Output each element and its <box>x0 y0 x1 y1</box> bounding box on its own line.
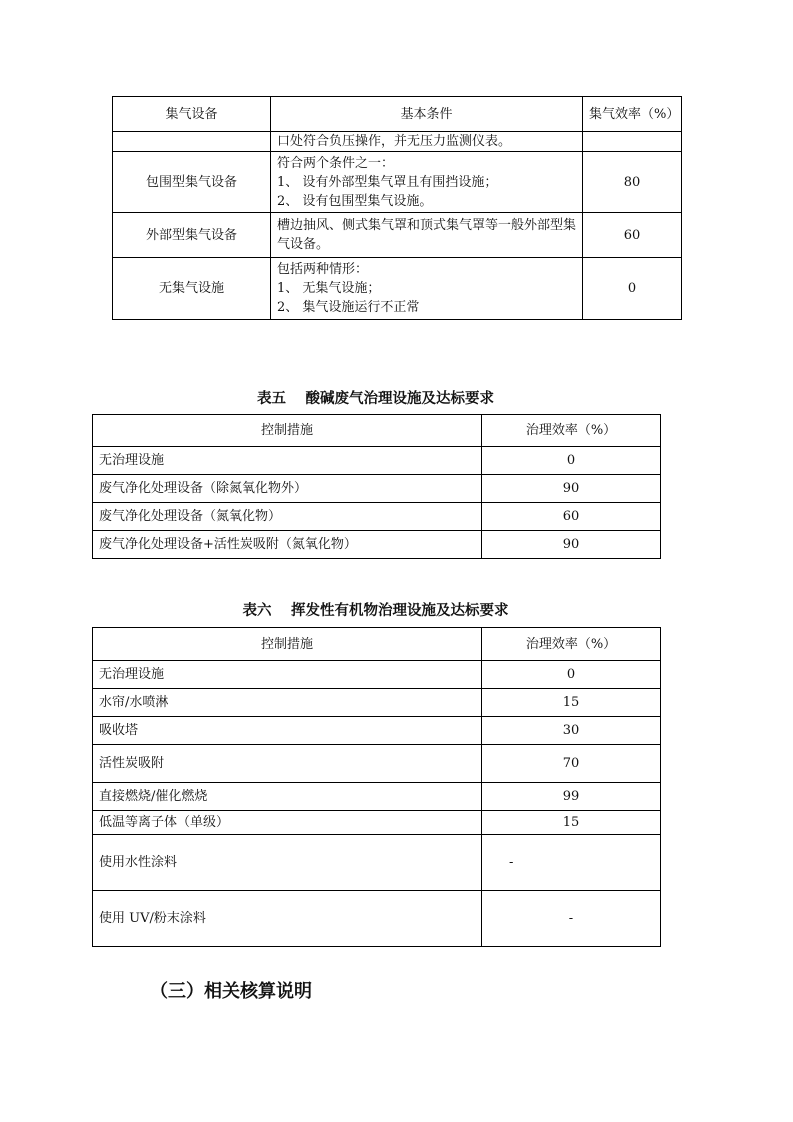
efficiency-cell: 30 <box>482 717 661 745</box>
measure-cell: 废气净化处理设备（除氮氧化物外） <box>93 475 482 503</box>
measure-cell: 无治理设施 <box>93 447 482 475</box>
condition-cell: 槽边抽风、侧式集气罩和顶式集气罩等一般外部型集气设备。 <box>271 213 583 258</box>
efficiency-cell: 99 <box>482 783 661 811</box>
table-row <box>113 152 682 213</box>
device-cell: 无集气设施 <box>113 258 271 320</box>
measure-cell: 活性炭吸附 <box>93 745 482 783</box>
efficiency-cell: 0 <box>482 661 661 689</box>
device-cell <box>113 132 271 152</box>
efficiency-cell <box>482 835 661 891</box>
measure-cell: 使用水性涂料 <box>93 835 482 891</box>
efficiency-cell: 60 <box>482 503 661 531</box>
acid-alkali-table <box>92 414 661 559</box>
table-row <box>113 132 682 152</box>
header-efficiency: 集气效率（%） <box>583 97 682 132</box>
table-row <box>93 745 661 783</box>
measure-cell: 无治理设施 <box>93 661 482 689</box>
efficiency-value: - <box>509 855 514 870</box>
efficiency-cell: 90 <box>482 531 661 559</box>
table-row <box>93 661 661 689</box>
table-row <box>93 783 661 811</box>
efficiency-cell: 15 <box>482 689 661 717</box>
table-row <box>93 503 661 531</box>
table-row <box>93 811 661 835</box>
header-measure: 控制措施 <box>93 415 482 447</box>
device-cell: 包围型集气设备 <box>113 152 271 213</box>
header-device: 集气设备 <box>113 97 271 132</box>
measure-cell: 水帘/水喷淋 <box>93 689 482 717</box>
header-efficiency: 治理效率（%） <box>482 415 661 447</box>
efficiency-cell: 60 <box>583 213 682 258</box>
efficiency-cell: 80 <box>583 152 682 213</box>
section-heading: （三）相关核算说明 <box>150 981 312 1002</box>
table-row <box>93 475 661 503</box>
header-measure: 控制措施 <box>93 628 482 661</box>
efficiency-cell: 0 <box>482 447 661 475</box>
efficiency-cell: 0 <box>583 258 682 320</box>
measure-cell: 使用 UV/粉末涂料 <box>93 891 482 947</box>
table-header-row <box>93 415 661 447</box>
table-row <box>93 689 661 717</box>
table-row <box>93 891 661 947</box>
efficiency-cell <box>583 132 682 152</box>
header-efficiency: 治理效率（%） <box>482 628 661 661</box>
table-row <box>113 258 682 320</box>
device-cell: 外部型集气设备 <box>113 213 271 258</box>
table-header-row <box>113 97 682 132</box>
table-row <box>93 835 661 891</box>
table-row <box>113 213 682 258</box>
measure-cell: 直接燃烧/催化燃烧 <box>93 783 482 811</box>
table-header-row <box>93 628 661 661</box>
condition-cell: 口处符合负压操作，并无压力监测仪表。 <box>271 132 583 152</box>
table-row <box>93 717 661 745</box>
efficiency-cell: - <box>482 891 661 947</box>
collection-efficiency-table <box>112 96 682 320</box>
measure-cell: 吸收塔 <box>93 717 482 745</box>
condition-cell: 符合两个条件之一： 1、 设有外部型集气罩且有围挡设施； 2、 设有包围型集气设施。 <box>271 152 583 213</box>
table-row <box>93 447 661 475</box>
condition-cell: 包括两种情形： 1、 无集气设施； 2、 集气设施运行不正常 <box>271 258 583 320</box>
header-condition: 基本条件 <box>271 97 583 132</box>
measure-cell: 废气净化处理设备+活性炭吸附（氮氧化物） <box>93 531 482 559</box>
voc-treatment-table <box>92 627 661 947</box>
table6-caption: 表六 挥发性有机物治理设施及达标要求 <box>242 603 509 619</box>
table-row <box>93 531 661 559</box>
efficiency-cell: 90 <box>482 475 661 503</box>
table5-caption: 表五 酸碱废气治理设施及达标要求 <box>256 391 495 407</box>
measure-cell: 低温等离子体（单级） <box>93 811 482 835</box>
efficiency-cell: 15 <box>482 811 661 835</box>
efficiency-cell: 70 <box>482 745 661 783</box>
measure-cell: 废气净化处理设备（氮氧化物） <box>93 503 482 531</box>
